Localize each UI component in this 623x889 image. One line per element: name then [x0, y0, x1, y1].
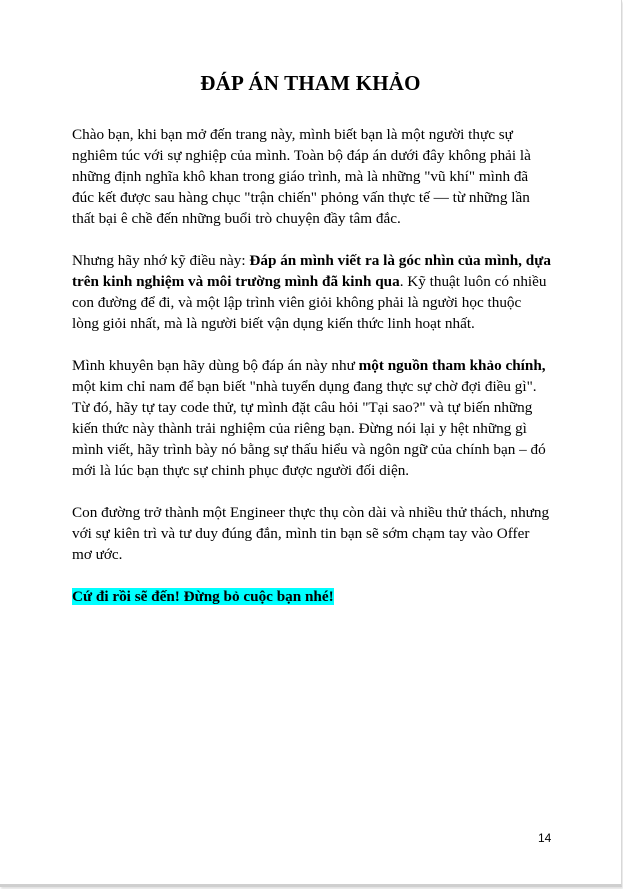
paragraph-advice-end: một kim chỉ nam để bạn biết "nhà tuyển dụng đang thực sự chờ đợi điều gì". Từ đó, hãy tự tay code thử, tự mình đặt câu hỏi "Tại sao?" và tự biến những kiến thức này thành trải nghiệm của riêng bạn. Đừng nói lại y hệt những gì mình viết, hãy trình bày nó bằng sự thấu hiểu và ngôn ngữ của chính bạn – đó mới là lúc bạn thực sự chinh phục được người đối diện.: [72, 378, 546, 479]
paragraph-reminder-end: . Kỹ thuật luôn có nhiều con đường để đi, và một lập trình viên giỏi không phải là người học thuộc lòng giỏi nhất, mà là người biết vận dụng kiến thức linh hoạt nhất.: [72, 273, 547, 332]
body-text: [72, 124, 552, 628]
paragraph-encouragement-text: Con đường trở thành một Engineer thực thụ còn dài và nhiều thử thách, nhưng với sự kiên trì và tư duy đúng đắn, mình tin bạn sẽ sớm chạm tay vào Offer mơ ước.: [72, 504, 550, 563]
paragraph-encouragement: [72, 502, 552, 565]
paragraph-advice: [72, 355, 552, 481]
closing-highlight: Cứ đi rồi sẽ đến! Đừng bỏ cuộc bạn nhé!: [72, 588, 334, 605]
paragraph-intro-text: Chào bạn, khi bạn mở đến trang này, mình biết bạn là một người thực sự nghiêm túc với sự nghiệp của mình. Toàn bộ đáp án dưới đây không phải là những định nghĩa khô khan trong giáo trình, mà là những "vũ khí" mình đã đúc kết được sau hàng chục "trận chiến" phỏng vấn thực tế — từ những lần thất bại ê chề đến những buổi trò chuyện đầy tâm đắc.: [72, 126, 531, 227]
paragraph-reminder: [72, 250, 552, 334]
paragraph-reminder-bold: Đáp án mình viết ra là góc nhìn của mình, dựa trên kinh nghiệm và môi trường mình đã kinh qua: [72, 252, 551, 290]
paragraph-intro: [72, 124, 552, 229]
paragraph-reminder-start: Nhưng hãy nhớ kỹ điều này:: [72, 252, 250, 269]
paragraph-advice-bold: một nguồn tham khảo chính,: [358, 357, 546, 374]
paragraph-advice-start: Mình khuyên bạn hãy dùng bộ đáp án này như: [72, 357, 359, 374]
page-number: 14: [538, 831, 552, 845]
page-title: ĐÁP ÁN THAM KHẢO: [200, 71, 421, 95]
paragraph-closing: [72, 586, 552, 607]
